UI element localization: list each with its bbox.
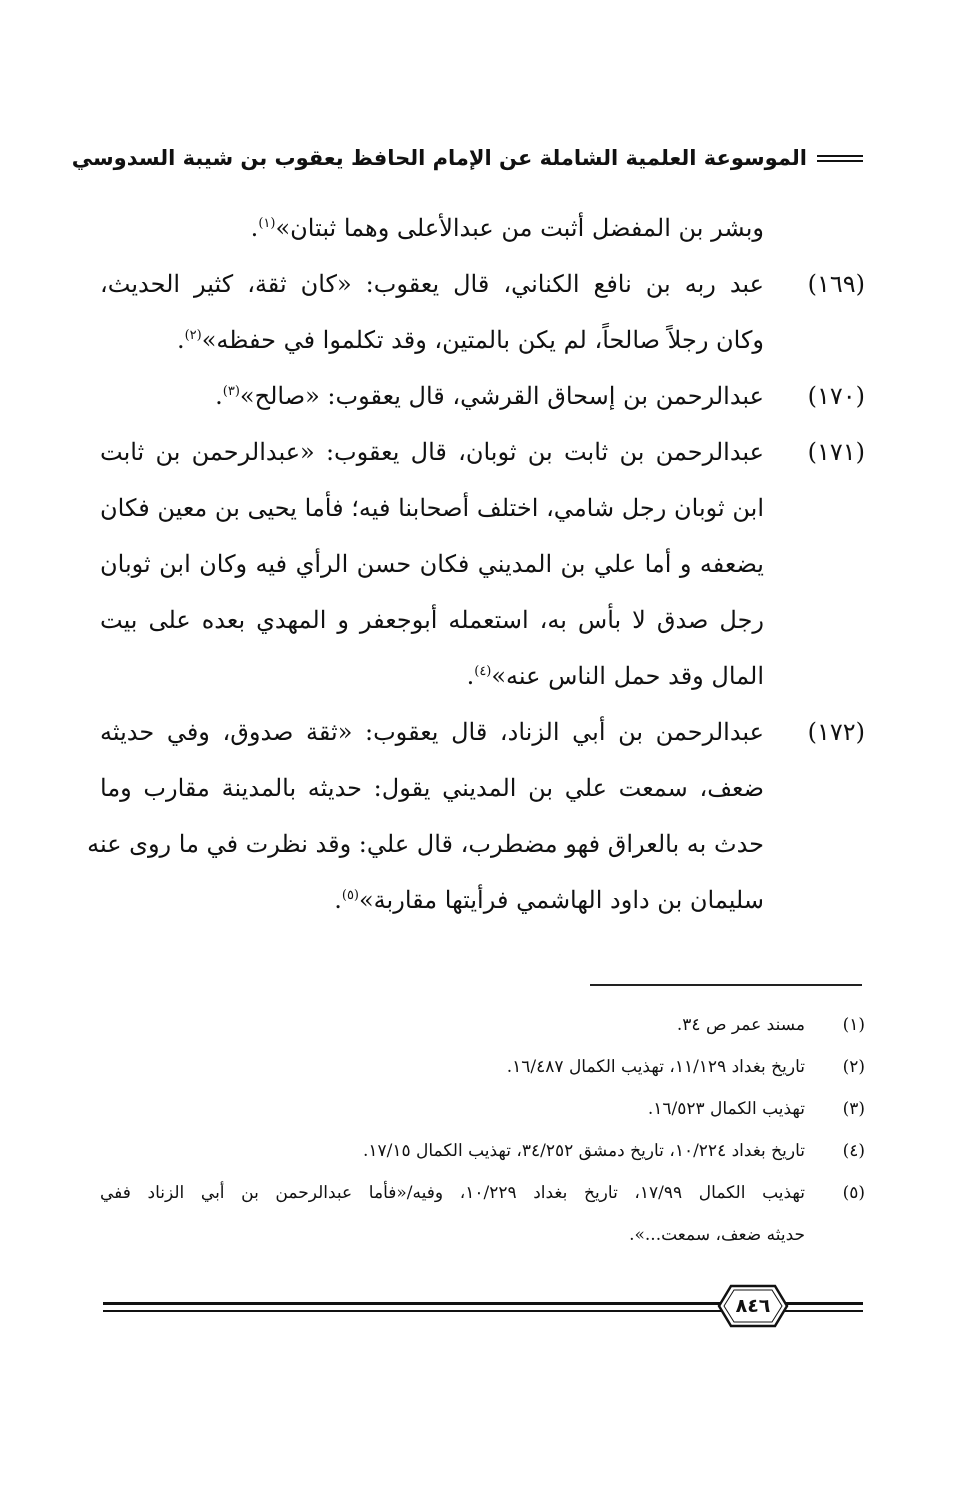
line-text: سليمان بن داود الهاشمي فرأيتها مقاربة» <box>359 886 764 914</box>
text-line <box>100 760 865 816</box>
header-title: الموسوعة العلمية الشاملة عن الإمام الحافظ يعقوب بن شيبة السدوسي <box>71 146 807 170</box>
footnote-text: حديثه ضعف، سمعت...». <box>629 1225 805 1245</box>
line-text: حدث به بالعراق فهو مضطرب، قال علي: وقد نظرت في ما روى عنه <box>87 830 764 858</box>
footnote-ref: (٣) <box>222 384 240 399</box>
header-rule-right <box>817 155 863 162</box>
running-header <box>71 138 863 178</box>
page-number: ٨٤٦ <box>735 1295 771 1317</box>
line-text: وبشر بن المفضل أثبت من عبدالأعلى وهما ثبتان» <box>275 214 764 242</box>
footnote-ref: (٥) <box>341 888 359 903</box>
text-line <box>100 312 865 368</box>
entry-line <box>100 256 865 312</box>
footer-rule-left <box>103 1302 725 1312</box>
line-text: عبدالرحمن بن إسحاق القرشي، قال يعقوب: «صالح» <box>239 382 764 410</box>
line-text: يضعفه و أما علي بن المديني فكان حسن الرأي فيه وكان ابن ثوبان <box>100 550 764 578</box>
page-footer <box>103 1283 863 1333</box>
text-line <box>100 648 865 704</box>
line-end: . <box>176 326 185 354</box>
footnote-number: (٣) <box>842 1099 865 1119</box>
footnotes <box>100 1004 865 1256</box>
footnote-text: تاريخ بغداد ١٠/٢٢٤، تاريخ دمشق ٣٤/٢٥٢، تهذيب الكمال ١٧/١٥. <box>362 1141 805 1161</box>
line-end: . <box>215 382 223 410</box>
text-line <box>100 536 865 592</box>
line-text: ابن ثوبان رجل شامي، اختلف أصحابنا فيه؛ فأما يحيى بن معين فكان <box>100 494 764 522</box>
footnote-number: (٥) <box>842 1183 865 1203</box>
entry-number: (١٦٩) <box>807 270 865 298</box>
footnote-continuation <box>100 1214 865 1256</box>
text-line <box>100 592 865 648</box>
line-text: المال وقد حمل الناس عنه» <box>491 662 764 690</box>
footnote-number: (٤) <box>842 1141 865 1161</box>
footnote-text: تهذيب الكمال ١٧/٩٩، تاريخ بغداد ١٠/٢٢٩، وفيه/«فأما عبدالرحمن بن أبي الزناد ففي <box>100 1183 805 1203</box>
footnote-number: (٢) <box>842 1057 865 1077</box>
entry-number: (١٧٠) <box>807 382 865 410</box>
line-end: . <box>250 214 259 242</box>
footnote-ref: (٤) <box>474 664 492 679</box>
entry-line <box>100 424 865 480</box>
text-line <box>100 200 865 256</box>
footnote <box>100 1088 865 1130</box>
line-text: وكان رجلاً صالحاً، لم يكن بالمتين، وقد تكلموا في حفظه» <box>201 326 764 354</box>
footnote-separator <box>590 984 862 986</box>
main-text <box>87 200 865 928</box>
page-number-badge <box>717 1283 789 1329</box>
entry-line <box>100 704 865 760</box>
footnote-number: (١) <box>842 1015 865 1035</box>
entry-line <box>100 368 865 424</box>
footnote <box>100 1004 865 1046</box>
footnote <box>100 1172 865 1214</box>
line-end: . <box>466 662 475 690</box>
entry-number: (١٧١) <box>807 438 865 466</box>
line-text: ضعف، سمعت علي بن المديني يقول: حديثه بالمدينة مقارب وما <box>100 774 764 802</box>
footnote-ref: (١) <box>258 216 276 231</box>
entry-number: (١٧٢) <box>807 718 865 746</box>
footnote <box>100 1046 865 1088</box>
footnote-text: تاريخ بغداد ١١/١٢٩، تهذيب الكمال ١٦/٤٨٧. <box>506 1057 805 1077</box>
text-line <box>100 480 865 536</box>
footnote-ref: (٢) <box>184 328 202 343</box>
footnote <box>100 1130 865 1172</box>
line-text: عبد ربه بن نافع الكناني، قال يعقوب: «كان ثقة، كثير الحديث، <box>100 270 764 298</box>
line-end: . <box>334 886 342 914</box>
footnote-text: مسند عمر ص ٣٤. <box>676 1015 805 1035</box>
line-text: عبدالرحمن بن أبي الزناد، قال يعقوب: «ثقة صدوق، وفي حديثه <box>100 718 764 746</box>
line-text: رجل صدق لا بأس به، استعمله أبوجعفر و المهدي بعده على بيت <box>100 606 764 634</box>
footnote-text: تهذيب الكمال ١٦/٥٢٣. <box>647 1099 805 1119</box>
text-line <box>100 872 865 928</box>
line-text: عبدالرحمن بن ثابت بن ثوبان، قال يعقوب: «عبدالرحمن بن ثابت <box>100 438 764 466</box>
text-line <box>87 816 865 872</box>
